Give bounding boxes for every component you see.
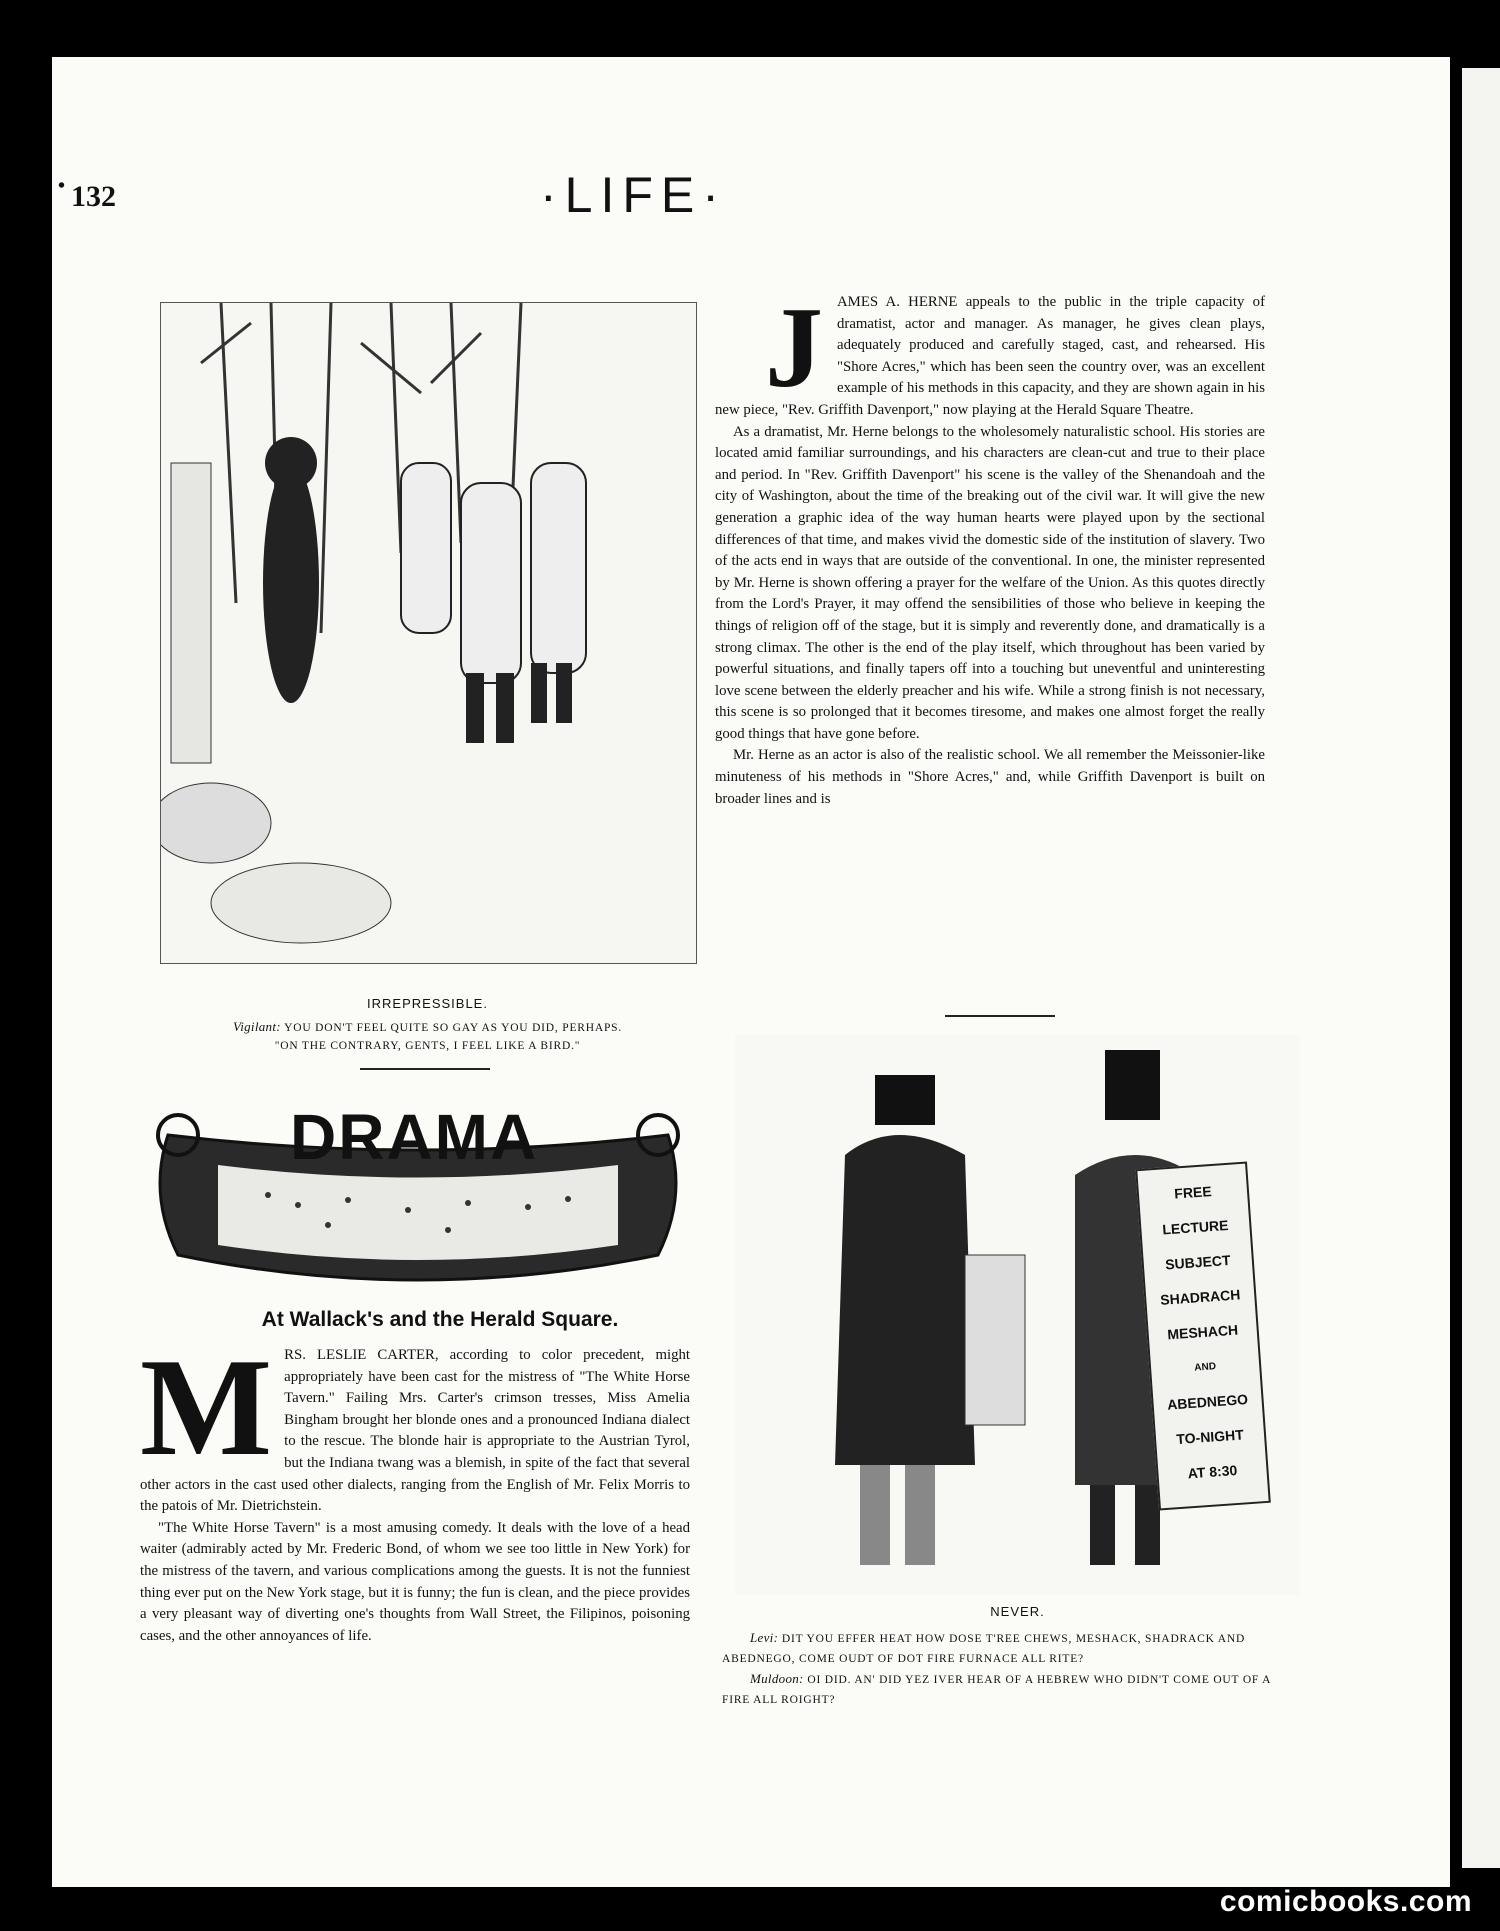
caption-speaker: Vigilant: <box>232 1019 281 1034</box>
dropcap-j: J <box>765 284 823 412</box>
adjacent-page-edge <box>1462 68 1500 1868</box>
dropcap-m: M <box>140 1330 273 1485</box>
caption-speaker-muldoon: Muldoon: <box>750 1671 804 1686</box>
caption-dialogue-irrepressible <box>160 1018 695 1055</box>
sign-line: FREE <box>1173 1183 1213 1202</box>
never-illustration <box>735 1035 1300 1595</box>
article-right-paragraph-2: As a dramatist, Mr. Herne belongs to the wholesomely naturalistic school. His stories are located amid familiar surroundings, and his characters are clean-cut and true to their place and period. In "Rev. Griffith Davenport" his scene is the valley of the Shenandoah and the city of Washington, about the time of the breaking out of the civil war. It will give the new generation a graphic idea of the way human hearts were played upon by the sectional differences of that time, and makes vivid the domestic side of the institution of slavery. Two of the acts end in ways that are outside of the conventional. In one, the minister represented by Mr. Herne is shown offering a prayer for the welfare of the Union. As this quotes directly from the Lord's Prayer, it may offend the sensibilities of those who believe in keeping the things of religion off of the stage, but it is simply and reverently done, and dramatically is a strong climax. The other is the end of the play itself, which throughout has been varied by powerful situations, and finally tapers off into a touching but uneventful and uninteresting love scene between the elderly preacher and his wife. While a strong finish is not necessary, this scene is so prolonged that it becomes tiresome, and makes one almost forget the really good things that have gone before. <box>715 423 1265 742</box>
article-right-paragraph-3: Mr. Herne as an actor is also of the realistic school. We all remember the Meissonier-like minuteness of his methods in "Shore Acres," and, while Griffith Davenport is built on broader lines and is <box>715 747 1265 807</box>
site-watermark: comicbooks.com <box>1219 1885 1472 1918</box>
sign-line: ABEDNEGO <box>1166 1391 1249 1413</box>
forest-scene-drawing <box>161 303 696 963</box>
sign-line: AT 8:30 <box>1187 1461 1238 1482</box>
masthead-title: ·LIFE· <box>540 167 727 223</box>
caption-never-line-2: Muldoon: OI DID. AN' DID YEZ IVER HEAR OF A HEBREW WHO DIDN'T COME OUT OF A FIRE ALL ROIGHT? <box>722 1671 1271 1706</box>
article-heading: At Wallack's and the Herald Square. <box>261 1308 619 1331</box>
divider-rule <box>360 1068 490 1070</box>
irrepressible-illustration <box>160 302 697 964</box>
caption-dialogue-never <box>722 1628 1302 1710</box>
caption-speaker-levi: Levi: <box>750 1630 779 1645</box>
caption-never-line-1: Levi: DIT YOU EFFER HEAT HOW DOSE T'REE CHEWS, MESHACK, SHADRACK AND ABEDNEGO, COME OUDT OF DOT FIRE FURNACE ALL RITE? <box>722 1630 1246 1665</box>
article-left-paragraph-1: MRS. LESLIE CARTER, according to color precedent, might appropriately have been cast for the mistress of "The White Horse Tavern." Failing Mrs. Carter's crimson tresses, Miss Amelia Bingham brought her blonde ones and a pronounced Indiana dialect to the rescue. The blonde hair is appropriate to the Austrian Tyrol, but the Indiana twang was a blemish, in spite of the fact that several other actors in the cast used other dialects, ranging from the English of Mr. Felix Morris to the patois of Mr. Dietrichstein. <box>140 1330 690 1515</box>
page-number: • 132 <box>58 175 117 213</box>
sign-line: LECTURE <box>1161 1216 1229 1238</box>
caption-line-1: YOU DON'T FEEL QUITE SO GAY AS YOU DID, PERHAPS. <box>284 1022 623 1034</box>
sign-line: SUBJECT <box>1164 1251 1231 1273</box>
article-right-paragraph-1: JAMES A. HERNE appeals to the public in the triple capacity of dramatist, actor and manager. As manager, he gives clean plays, adequately produced and carefully staged, cast, and rehearsed. His "Shore Acres," which has been seen the country over, was an excellent example of his methods in this capacity, and they are shown again in his new piece, "Rev. Griffith Davenport," now playing at the Herald Square Theatre. <box>715 284 1265 418</box>
divider-rule-right <box>945 1015 1055 1017</box>
article-right-body <box>715 284 1265 810</box>
caption-title-irrepressible: IRREPRESSIBLE. <box>367 996 488 1011</box>
article-left-body <box>140 1330 690 1647</box>
drama-banner-label: DRAMA <box>290 1101 539 1173</box>
lecture-sign <box>1135 1162 1271 1511</box>
sign-line: SHADRACH <box>1159 1286 1241 1308</box>
sign-line: MESHACH <box>1166 1321 1239 1343</box>
sign-line: AND <box>1193 1361 1217 1374</box>
article-left-paragraph-2: "The White Horse Tavern" is a most amusing comedy. It deals with the love of a head waiter (admirably acted by Mr. Frederic Bond, of whom we see too little in New York) for the mistress of the tavern, and various complications among the guests. It is not the funniest thing ever put on the New York stage, but it is funny; the fun is clean, and the piece provides a very pleasant way of diverting one's thoughts from Wall Street, the Filipinos, poisoning cases, and the other annoyances of life. <box>140 1519 690 1644</box>
sign-line: TO-NIGHT <box>1175 1426 1245 1448</box>
caption-line-2: "ON THE CONTRARY, GENTS, I FEEL LIKE A BIRD." <box>274 1040 581 1052</box>
caption-title-never: NEVER. <box>990 1604 1045 1619</box>
